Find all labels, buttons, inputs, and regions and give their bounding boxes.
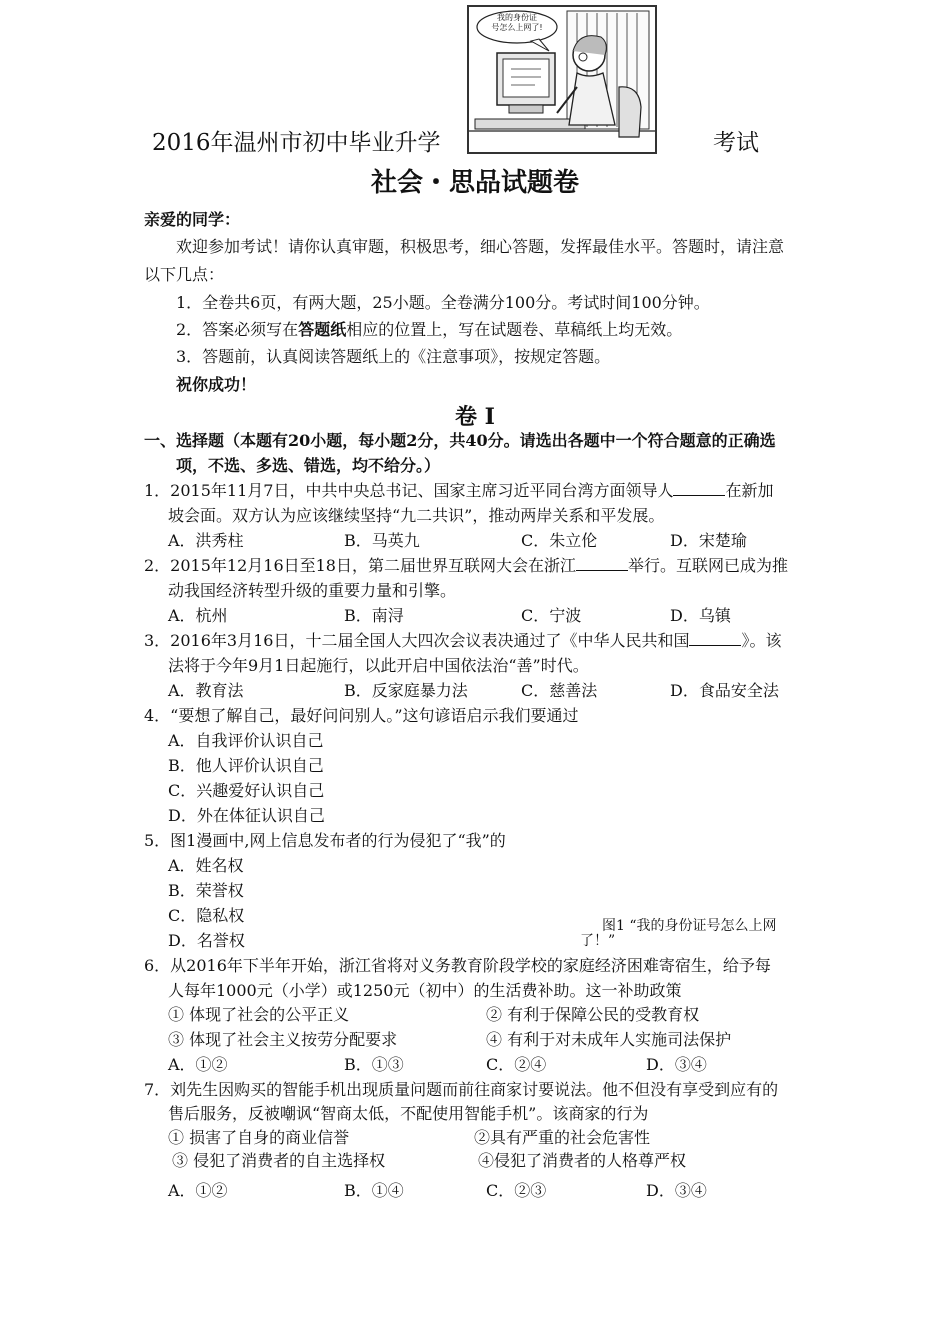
q3-line-1-post: 》。该 bbox=[741, 631, 782, 650]
q1-option-c[interactable]: C．朱立伦 bbox=[521, 531, 598, 550]
figure-caption-line-2: 了！” bbox=[580, 933, 616, 949]
note-2-pre: 2．答案必须写在 bbox=[176, 320, 299, 339]
q6-option-c[interactable]: C．②④ bbox=[486, 1055, 547, 1074]
figure-caption-line-1: 图1 “我的身份证号怎么上网 bbox=[602, 918, 777, 934]
q7-option-c[interactable]: C．②③ bbox=[486, 1181, 547, 1200]
intro-line-1: 欢迎参加考试！请你认真审题，积极思考，细心答题，发挥最佳水平。答题时，请注意 bbox=[176, 237, 785, 256]
q5-option-d[interactable]: D．名誉权 bbox=[168, 931, 245, 950]
q7-line-2: 售后服务，反被嘲讽“智商太低，不配使用智能手机”。该商家的行为 bbox=[168, 1104, 649, 1123]
q4-option-c[interactable]: C．兴趣爱好认识自己 bbox=[168, 781, 325, 800]
q6-option-b[interactable]: B．①③ bbox=[344, 1055, 404, 1074]
intro-line-2: 以下几点： bbox=[144, 265, 225, 284]
q3-line-2: 法将于今年9月1日起施行，以此开启中国依法治“善”时代。 bbox=[168, 656, 589, 675]
q5-line-1: 5．图1漫画中,网上信息发布者的行为侵犯了“我”的 bbox=[144, 831, 506, 850]
q5-option-a[interactable]: A．姓名权 bbox=[168, 856, 244, 875]
q3-line-1-pre: 3．2016年3月16日，十二届全国人大四次会议表决通过了《中华人民共和国 bbox=[144, 631, 690, 650]
q1-line-1-post: 在新加 bbox=[725, 481, 774, 500]
q4-option-b[interactable]: B．他人评价认识自己 bbox=[168, 756, 324, 775]
q7-statement-2: ②具有严重的社会危害性 bbox=[474, 1128, 651, 1147]
q4-line-1: 4．“要想了解自己，最好问问别人。”这句谚语启示我们要通过 bbox=[144, 706, 579, 725]
q5-option-b[interactable]: B．荣誉权 bbox=[168, 881, 244, 900]
exam-title-right: 考试 bbox=[713, 130, 759, 156]
q2-line-1-pre: 2．2015年12月16日至18日，第二届世界互联网大会在浙江 bbox=[144, 556, 576, 575]
q6-line-1: 6．从2016年下半年开始，浙江省将对义务教育阶段学校的家庭经济困难寄宿生，给予每 bbox=[144, 956, 771, 975]
note-2-post: 相应的位置上，写在试题卷、草稿纸上均无效。 bbox=[346, 320, 683, 339]
note-1: 1．全卷共6页，有两大题，25小题。全卷满分100分。考试时间100分钟。 bbox=[176, 293, 710, 312]
page-title: 社会・思品试题卷 bbox=[370, 168, 579, 198]
cartoon-bubble-text bbox=[479, 13, 555, 33]
note-2-bold: 答题纸 bbox=[298, 320, 347, 339]
q7-statement-4: ④侵犯了消费者的人格尊严权 bbox=[478, 1151, 687, 1170]
cartoon-bubble-line1: 我的身份证 bbox=[497, 13, 537, 22]
exam-title-left: 2016年温州市初中毕业升学 bbox=[152, 130, 441, 156]
q6-statement-1: ① 体现了社会的公平正义 bbox=[168, 1005, 350, 1024]
note-2 bbox=[176, 319, 682, 341]
q4-option-d[interactable]: D．外在体征认识自己 bbox=[168, 806, 325, 825]
q7-option-b[interactable]: B．①④ bbox=[344, 1181, 404, 1200]
q2-option-a[interactable]: A．杭州 bbox=[168, 606, 228, 625]
q1-option-b[interactable]: B．马英九 bbox=[344, 531, 420, 550]
q4-option-a[interactable]: A．自我评价认识自己 bbox=[168, 731, 324, 750]
q1-line-1-pre: 1．2015年11月7日，中共中央总书记、国家主席习近平同台湾方面领导人 bbox=[144, 481, 674, 500]
q7-line-1: 7．刘先生因购买的智能手机出现质量问题而前往商家讨要说法。他不但没有享受到应有的 bbox=[144, 1080, 779, 1099]
q7-statement-3: ③ 侵犯了消费者的自主选择权 bbox=[172, 1151, 386, 1170]
q3-line-1 bbox=[144, 630, 781, 652]
section-instruction-1: 一、选择题（本题有20小题，每小题2分，共40分。请选出各题中一个符合题意的正确选 bbox=[144, 431, 776, 450]
q7-statement-1: ① 损害了自身的商业信誉 bbox=[168, 1128, 350, 1147]
q7-option-a[interactable]: A．①② bbox=[168, 1181, 228, 1200]
q3-option-c[interactable]: C．慈善法 bbox=[521, 681, 598, 700]
q2-line-1-post: 举行。互联网已成为推 bbox=[627, 556, 788, 575]
q6-option-d[interactable]: D．③④ bbox=[646, 1055, 707, 1074]
cartoon-bubble-line2: 号怎么上网了! bbox=[491, 23, 543, 32]
q1-line-2: 坡会面。双方认为应该继续坚持“九二共识”，推动两岸关系和平发展。 bbox=[168, 506, 665, 525]
q1-blank bbox=[673, 481, 725, 496]
q1-option-a[interactable]: A．洪秀柱 bbox=[168, 531, 244, 550]
note-3: 3．答题前，认真阅读答题纸上的《注意事项》，按规定答题。 bbox=[176, 347, 611, 366]
section-instruction-2: 项，不选、多选、错选，均不给分。） bbox=[176, 456, 441, 475]
q6-statement-4: ④ 有利于对未成年人实施司法保护 bbox=[486, 1030, 732, 1049]
wish-text: 祝你成功！ bbox=[176, 375, 257, 394]
cartoon-illustration bbox=[467, 5, 657, 154]
q2-line-1 bbox=[144, 555, 788, 577]
q3-option-b[interactable]: B．反家庭暴力法 bbox=[344, 681, 468, 700]
q7-option-d[interactable]: D．③④ bbox=[646, 1181, 707, 1200]
q6-line-2: 人每年1000元（小学）或1250元（初中）的生活费补助。这一补助政策 bbox=[168, 981, 682, 1000]
q6-option-a[interactable]: A．①② bbox=[168, 1055, 228, 1074]
q1-option-d[interactable]: D．宋楚瑜 bbox=[670, 531, 747, 550]
q3-option-a[interactable]: A．教育法 bbox=[168, 681, 244, 700]
q2-option-b[interactable]: B．南浔 bbox=[344, 606, 404, 625]
q2-option-c[interactable]: C．宁波 bbox=[521, 606, 582, 625]
section-title: 卷 Ⅰ bbox=[455, 404, 495, 430]
q5-option-c[interactable]: C．隐私权 bbox=[168, 906, 245, 925]
q2-option-d[interactable]: D．乌镇 bbox=[670, 606, 731, 625]
q1-line-1 bbox=[144, 480, 773, 502]
q6-statement-2: ② 有利于保障公民的受教育权 bbox=[486, 1005, 700, 1024]
q2-line-2: 动我国经济转型升级的重要力量和引擎。 bbox=[168, 581, 457, 600]
q3-option-d[interactable]: D．食品安全法 bbox=[670, 681, 779, 700]
q2-blank bbox=[576, 556, 628, 571]
greeting: 亲爱的同学： bbox=[144, 210, 241, 229]
q3-blank bbox=[689, 631, 741, 646]
q6-statement-3: ③ 体现了社会主义按劳分配要求 bbox=[168, 1030, 398, 1049]
